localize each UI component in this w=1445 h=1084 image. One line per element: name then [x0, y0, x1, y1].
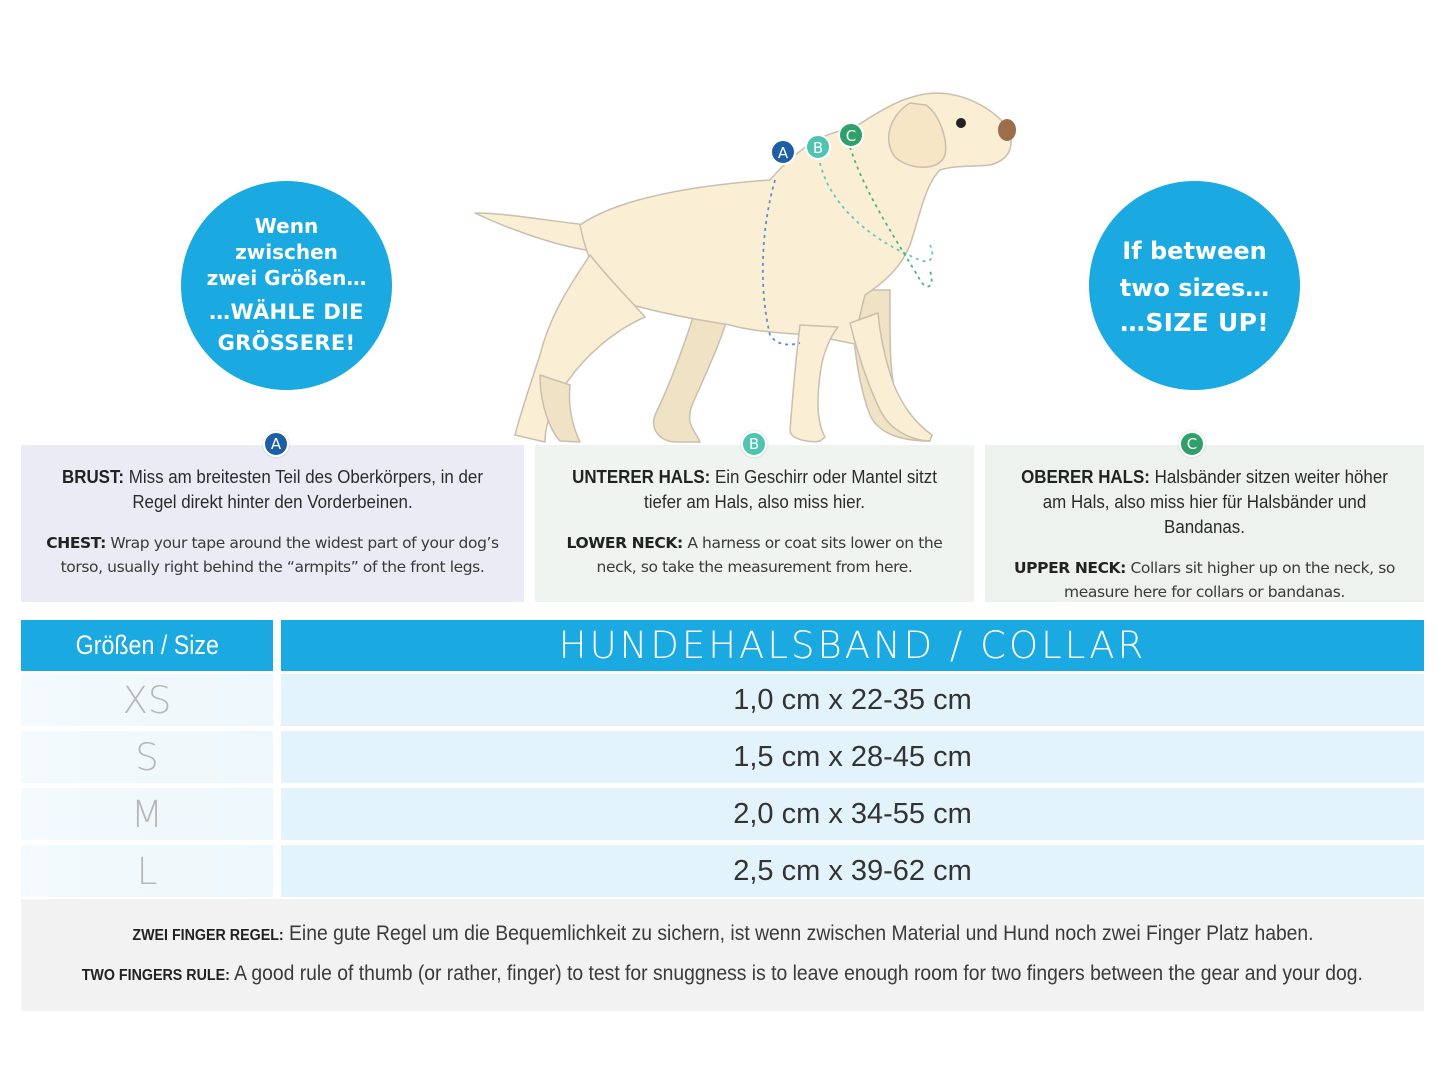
dog-illustration — [470, 85, 1030, 447]
lower-neck-measure-box — [535, 445, 974, 602]
upper-neck-measure-box — [985, 445, 1424, 602]
two-finger-rule-box — [21, 899, 1424, 1011]
svg-text:A: A — [777, 144, 789, 162]
marker-a-on-dog — [771, 140, 795, 164]
bubble-de-cta1: …WÄHLE DIE — [209, 299, 364, 324]
rule-de: ZWEI FINGER REGEL: Eine gute Regel um die Bequemlichkeit zu sichern, ist wenn zwischen Material und Hund noch zwei Finger Platz haben. — [131, 922, 1314, 945]
upper-neck-de-text: OBERER HALS: Halsbänder sitzen weiter höher am Hals, also miss hier für Halsbänder und Bandanas. — [1021, 467, 1388, 537]
bubble-de-cta2: GRÖSSERE! — [217, 330, 356, 355]
upper-neck-en-text: UPPER NECK: Collars sit higher up on the neck, so measure here for collars or bandanas. — [1014, 559, 1395, 601]
lower-neck-en-text: LOWER NECK: A harness or coat sits lower on the neck, so take the measurement from here. — [566, 534, 943, 576]
size-cell-l: L — [21, 845, 273, 897]
svg-text:C: C — [845, 127, 857, 145]
dog-body — [475, 93, 1011, 442]
collar-column-header: HUNDEHALSBAND / COLLAR — [281, 620, 1424, 671]
chest-de-text: BRUST: Miss am breitesten Teil des Oberkörpers, in der Regel direkt hinter den Vorderbeinen. — [62, 467, 483, 512]
size-up-bubble-german — [181, 181, 392, 390]
bubble-en-line2: two sizes… — [1119, 274, 1270, 302]
bubble-de-line3: zwei Größen… — [206, 265, 367, 290]
bubble-de-line2: zwischen — [235, 239, 338, 264]
collar-dimension-m: 2,0 cm x 34-55 cm — [281, 788, 1424, 840]
size-cell-s: S — [21, 731, 273, 783]
chest-measure-box — [21, 445, 524, 602]
marker-b-on-dog — [806, 135, 830, 159]
collar-dimension-xs: 1,0 cm x 22-35 cm — [281, 674, 1424, 726]
size-cell-m: M — [21, 788, 273, 840]
size-column-header: Größen / Size — [21, 620, 273, 671]
bubble-en-line1: If between — [1122, 237, 1267, 265]
svg-text:B: B — [812, 139, 824, 157]
bubble-en-cta: …SIZE UP! — [1120, 308, 1269, 337]
collar-dimension-s: 1,5 cm x 28-45 cm — [281, 731, 1424, 783]
rule-en: TWO FINGERS RULE: A good rule of thumb (or rather, finger) to test for snuggness is to leave enough room for two fingers between the gear and your dog. — [81, 962, 1364, 985]
chest-en-text: CHEST: Wrap your tape around the widest part of your dog’s torso, usually right behind the “armpits” of the front legs. — [46, 534, 499, 576]
size-up-bubble-english — [1089, 181, 1300, 390]
dog-eye — [956, 118, 966, 128]
marker-a-badge: A — [263, 431, 289, 457]
marker-c-on-dog — [839, 123, 863, 147]
lower-neck-de-text: UNTERER HALS: Ein Geschirr oder Mantel sitzt tiefer am Hals, also miss hier. — [572, 467, 937, 512]
dog-nose — [998, 119, 1016, 141]
marker-b-badge: B — [741, 431, 767, 457]
marker-c-badge: C — [1179, 431, 1205, 457]
bubble-de-line1: Wenn — [254, 213, 319, 238]
size-cell-xs: XS — [21, 674, 273, 726]
collar-dimension-l: 2,5 cm x 39-62 cm — [281, 845, 1424, 897]
